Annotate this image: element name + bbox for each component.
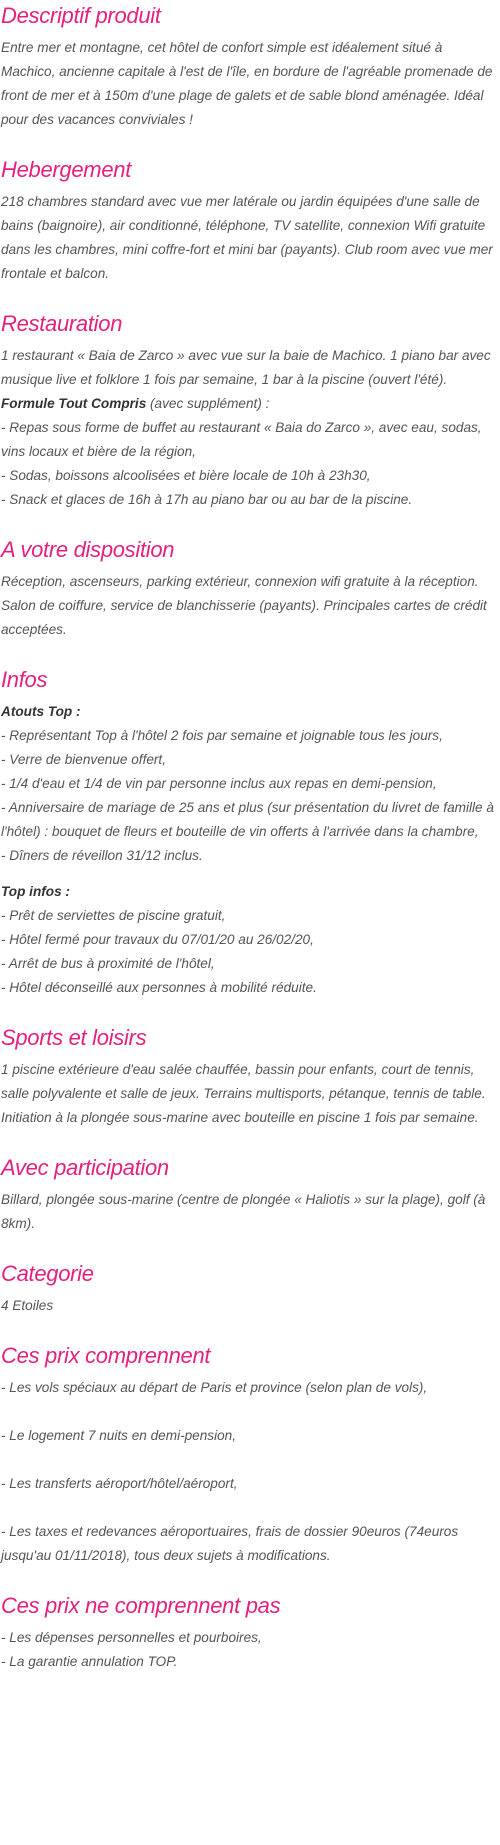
descriptif-text: Entre mer et montagne, cet hôtel de confort simple est idéalement situé à Machico, ancienne capitale à l'est de l'île, en bordure de l'agréable promenade de front de mer et à 150m d'une plage de galets et de sable blond aménagée. Idéal pour des vacances conviviales !	[1, 40, 493, 127]
infos-body	[1, 700, 499, 1000]
included-item: - Les vols spéciaux au départ de Paris et province (selon plan de vols),	[1, 1380, 428, 1395]
atout-item: - Dîners de réveillon 31/12 inclus.	[1, 848, 203, 863]
section-prix-comprennent	[1, 1318, 499, 1568]
hebergement-text: 218 chambres standard avec vue mer latérale ou jardin équipées d'une salle de bains (baignoire), air conditionné, téléphone, TV satellite, connexion Wifi gratuite dans les chambres, mini coffre-fort et mini bar (payants). Club room avec vue mer frontale et balcon.	[1, 194, 493, 281]
included-item: - Les taxes et redevances aéroportuaires, frais de dossier 90euros (74euros jusqu'au 01/11/2018), tous deux sujets à modifications.	[1, 1524, 459, 1563]
spacer	[1, 1400, 499, 1424]
top-info-item: - Hôtel déconseillé aux personnes à mobilité réduite.	[1, 980, 317, 995]
spacer	[1, 868, 499, 880]
top-info-item: - Arrêt de bus à proximité de l'hôtel,	[1, 956, 215, 971]
atout-item: - 1/4 d'eau et 1/4 de vin par personne inclus aux repas en demi-pension,	[1, 776, 437, 791]
atout-item: - Représentant Top à l'hôtel 2 fois par semaine et joignable tous les jours,	[1, 728, 443, 743]
disposition-text: Réception, ascenseurs, parking extérieur, connexion wifi gratuite à la réception. Salon de coiffure, service de blanchisserie (payants). Principales cartes de crédit acceptées.	[1, 574, 487, 637]
section-restauration	[1, 286, 499, 512]
included-item: - Les transferts aéroport/hôtel/aéroport,	[1, 1476, 238, 1491]
included-item: - Le logement 7 nuits en demi-pension,	[1, 1428, 237, 1443]
section-title-restauration: Restauration	[1, 311, 123, 336]
categorie-text: 4 Etoiles	[1, 1298, 54, 1313]
section-title-hebergement: Hebergement	[1, 157, 131, 182]
atouts-label: Atouts Top :	[1, 704, 81, 719]
section-title-sports: Sports et loisirs	[1, 1025, 147, 1050]
spacer	[1, 1496, 499, 1520]
restauration-item: - Snack et glaces de 16h à 17h au piano bar ou au bar de la piscine.	[1, 492, 413, 507]
section-avec-participation	[1, 1130, 499, 1236]
restauration-item: - Sodas, boissons alcoolisées et bière locale de 10h à 23h30,	[1, 468, 371, 483]
section-prix-ne-comprennent	[1, 1568, 499, 1674]
section-infos	[1, 642, 499, 1000]
section-title-infos: Infos	[1, 667, 48, 692]
restauration-item: - Repas sous forme de buffet au restaurant « Baia do Zarco », avec eau, sodas, vins locaux et bière de la région,	[1, 420, 482, 459]
section-categorie	[1, 1236, 499, 1318]
section-disposition	[1, 512, 499, 642]
atout-item: - Anniversaire de mariage de 25 ans et plus (sur présentation du livret de famille à l'hôtel) : bouquet de fleurs et bouteille de vin offerts à l'arrivée dans la chambre,	[1, 800, 494, 839]
formule-suffix: (avec supplément) :	[146, 396, 270, 411]
prix-ne-comprennent-body	[1, 1626, 499, 1674]
restauration-intro: 1 restaurant « Baia de Zarco » avec vue sur la baie de Machico. 1 piano bar avec musique live et folklore 1 fois par semaine, 1 bar à la piscine (ouvert l'été).	[1, 348, 491, 387]
excluded-item: - Les dépenses personnelles et pourboires,	[1, 1630, 262, 1645]
excluded-item: - La garantie annulation TOP.	[1, 1654, 178, 1669]
section-descriptif	[1, 0, 499, 132]
section-title-prix-comprennent: Ces prix comprennent	[1, 1343, 211, 1368]
top-info-item: - Hôtel fermé pour travaux du 07/01/20 au 26/02/20,	[1, 932, 314, 947]
spacer	[1, 1448, 499, 1472]
section-title-avec-participation: Avec participation	[1, 1155, 169, 1180]
section-title-descriptif: Descriptif produit	[1, 3, 161, 28]
prix-comprennent-body	[1, 1376, 499, 1568]
section-title-categorie: Categorie	[1, 1261, 94, 1286]
atout-item: - Verre de bienvenue offert,	[1, 752, 166, 767]
section-sports	[1, 1000, 499, 1130]
section-title-disposition: A votre disposition	[1, 537, 175, 562]
formule-label: Formule Tout Compris	[1, 396, 147, 411]
restauration-body	[1, 344, 499, 512]
restauration-formule	[1, 392, 499, 416]
sports-text: 1 piscine extérieure d'eau salée chauffée, bassin pour enfants, court de tennis, salle polyvalente et salle de jeux. Terrains multisports, pétanque, tennis de table. Initiation à la plongée sous-marine avec bouteille en piscine 1 fois par semaine.	[1, 1062, 486, 1125]
top-infos-label: Top infos :	[1, 884, 70, 899]
top-info-item: - Prêt de serviettes de piscine gratuit,	[1, 908, 226, 923]
avec-participation-text: Billard, plongée sous-marine (centre de plongée « Haliotis » sur la plage), golf (à 8km).	[1, 1192, 486, 1231]
section-hebergement	[1, 132, 499, 286]
section-title-prix-ne-comprennent: Ces prix ne comprennent pas	[1, 1593, 281, 1618]
